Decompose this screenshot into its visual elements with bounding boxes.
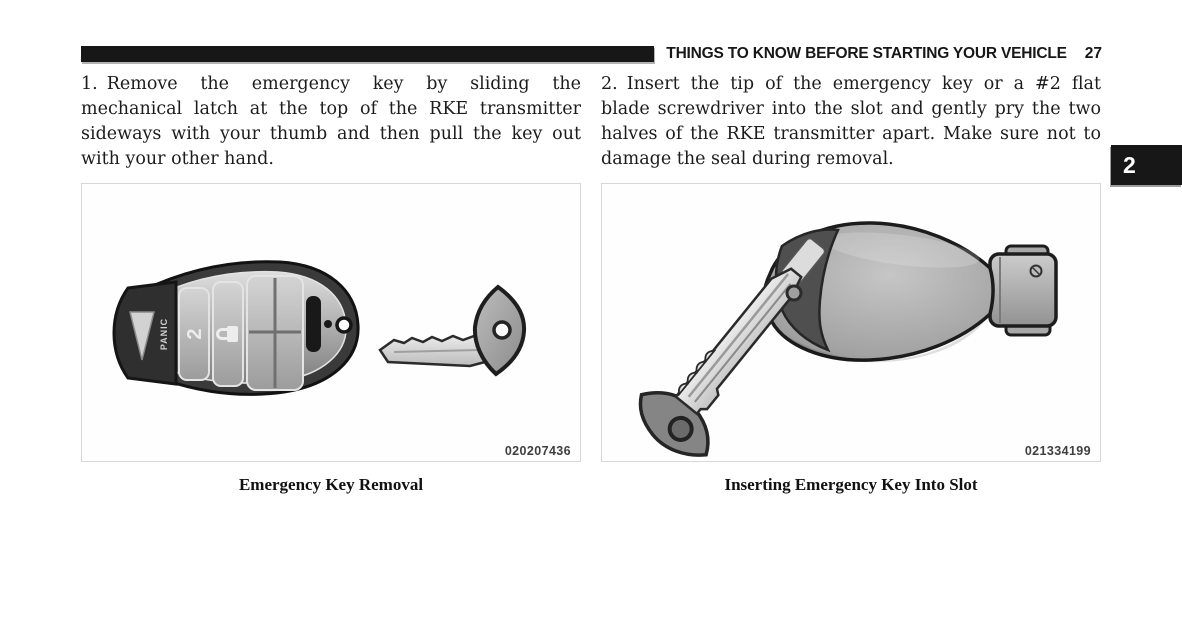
figure-id-number: 021334199 [1024,444,1091,458]
page-header [81,45,1102,62]
latch-pin [324,320,332,328]
chapter-side-tab [1111,145,1182,185]
step-2-paragraph [601,72,1101,183]
step-1-number: 1. [81,74,98,94]
latch-pivot [787,286,801,300]
fob-connector-end [990,246,1056,335]
figure-id-number: 020207436 [504,444,571,458]
key-inserted-into-fob-illustration [602,184,1100,461]
step-1-text: Remove the emergency key by sliding the mechanical latch at the top of the RKE transmitter sideways with your thumb and then pull the key out with your other hand. [81,74,581,169]
step-2-text: Insert the tip of the emergency key or a #2 flat blade screwdriver into the slot and gently pry the two halves of the RKE transmitter apart. Make sure not to damage the seal during removal. [601,74,1101,169]
emergency-key-hole [494,322,510,338]
chapter-title: THINGS TO KNOW BEFORE STARTING YOUR VEHICLE [666,44,1067,62]
step-2-number: 2. [601,74,618,94]
page-number: 27 [1084,44,1102,62]
header-rule-bar [81,46,654,62]
step-1-paragraph [81,72,581,183]
key-ring-hole [337,318,351,332]
figure-emergency-key-removal [81,183,581,462]
figure-inserting-emergency-key [601,183,1101,462]
figure-caption: Inserting Emergency Key Into Slot [724,475,978,494]
right-column [601,72,1101,495]
key-fob-and-key-illustration [82,184,580,461]
left-column [81,72,581,495]
figure-caption: Emergency Key Removal [238,475,424,494]
chapter-side-tab-label: 2 [1123,151,1136,178]
panic-label: PANIC [159,317,169,351]
emergency-key-slot [306,296,321,352]
unlock-count-glyph: 2 [184,328,206,340]
